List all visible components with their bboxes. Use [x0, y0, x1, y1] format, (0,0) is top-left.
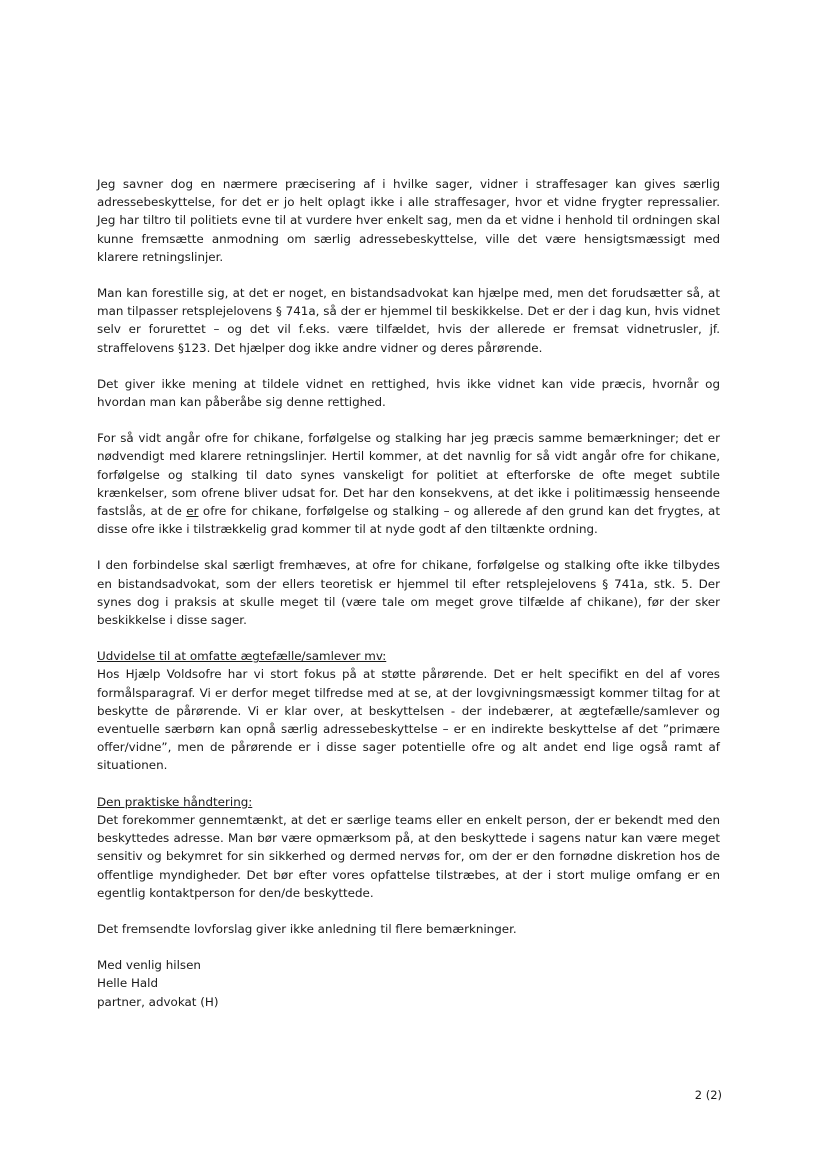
section-text-spouse: Hos Hjælp Voldsofre har vi stort fokus på at støtte pårørende. Det er helt specifikt en del af vores formålsparagraf. Vi er derfor meget tilfredse med at se, at der lovgivningsmæssigt kommer tiltag for at beskytte de pårørende. Vi er klar over, at beskyttelsen - der indebærer, at ægtefælle/samlever og eventuelle særbørn kan opnå særlig adressebeskyttelse – er en indirekte beskyttelse af det ”primære offer/vidne”, men de pårørende er i disse sager potentielle ofre og alt andet end lige også ramt af situationen.: [97, 667, 720, 773]
page-number: 2 (2): [694, 1088, 722, 1102]
section-heading-practical: Den praktiske håndtering:: [97, 794, 253, 809]
section-text-practical: Det forekommer gennemtænkt, at det er særlige teams eller en enkelt person, der er bekendt med den beskyttedes adresse. Man bør være opmærksom på, at den beskyttede i sagens natur kan være meget sensitiv og bekymret for sin sikkerhed og dermed nervøs for, om der er den fornødne diskretion hos de offentlige myndigheder. Det bør efter vores opfattelse tilstræbes, at der i stort mulige omfang er en egentlig kontaktperson for den/de beskyttede.: [97, 812, 720, 900]
stalking-text-after: ofre for chikane, forfølgelse og stalking – og allerede af den grund kan det frygtes, at disse ofre ikke i tilstrækkelig grad kommer til at nyde godt af den tiltænkte ordning.: [97, 504, 720, 537]
paragraph-witness-clarification: Jeg savner dog en nærmere præcisering af i hvilke sager, vidner i straffesager kan gives særlig adressebeskyttelse, for det er jo helt oplagt ikke i alle straffesager, hvor et vidne frygter repressalier. Jeg har tiltro til politiets evne til at vurdere hver enkelt sag, men da et vidne i henhold til ordningen skal kunne fremsætte anmodning om særlig adressebeskyttelse, ville det være hensigtsmæssigt med klarere retningslinjer.: [97, 177, 720, 264]
paragraph-counsel-practice: I den forbindelse skal særligt fremhæves, at ofre for chikane, forfølgelse og stalking ofte ikke tilbydes en bistandsadvokat, som der ellers teoretisk er hjemmel til efter retsplejelovens § 741a, stk. 5. Der synes dog i praksis at skulle meget til (være tale om meget grove tilfælde af chikane), før der sker beskikkelse i disse sager.: [97, 558, 720, 628]
closing-remark: Det fremsendte lovforslag giver ikke anledning til flere bemærkninger.: [97, 921, 517, 936]
stalking-underlined-word: er: [186, 504, 199, 519]
section-heading-spouse: Udvidelse til at omfatte ægtefælle/samlever mv:: [97, 649, 387, 664]
signature-greeting: Med venlig hilsen: [97, 958, 201, 973]
paragraph-stalking-victims: [97, 429, 720, 538]
paragraph-right-meaning: Det giver ikke mening at tildele vidnet en rettighed, hvis ikke vidnet kan vide præcis, hvornår og hvordan man kan påberåbe sig denne rettighed.: [97, 376, 720, 410]
signature-name: Helle Hald: [97, 976, 159, 991]
paragraph-victim-counsel: Man kan forestille sig, at det er noget, en bistandsadvokat kan hjælpe med, men det forudsætter så, at man tilpasser retsplejelovens § 741a, så der er hjemmel til beskikkelse. Det er der i dag kun, hvis vidnet selv er forurettet – og det vil f.eks. være tilfældet, hvis der allerede er fremsat vidnetrusler, jf. straffelovens §123. Det hjælper dog ikke andre vidner og deres pårørende.: [97, 286, 720, 355]
letter-body: [97, 175, 720, 1011]
signature-title: partner, advokat (H): [97, 994, 219, 1009]
signature-block: [97, 956, 720, 1011]
stalking-text-before: For så vidt angår ofre for chikane, forfølgelse og stalking har jeg præcis samme bemærkninger; det er nødvendigt med klarere retningslinjer. Hertil kommer, at det navnlig for så vidt angår ofre for chikane, forfølgelse og stalking til dato synes vanskeligt for politiet at efterforske de ofte meget subtile krænkelser, som ofrene bliver udsat for. Det har den konsekvens, at det ikke i politimæssig henseende fastslås, at de: [97, 431, 720, 519]
section-practical-handling: [97, 793, 720, 902]
section-spouse-extension: [97, 647, 720, 774]
